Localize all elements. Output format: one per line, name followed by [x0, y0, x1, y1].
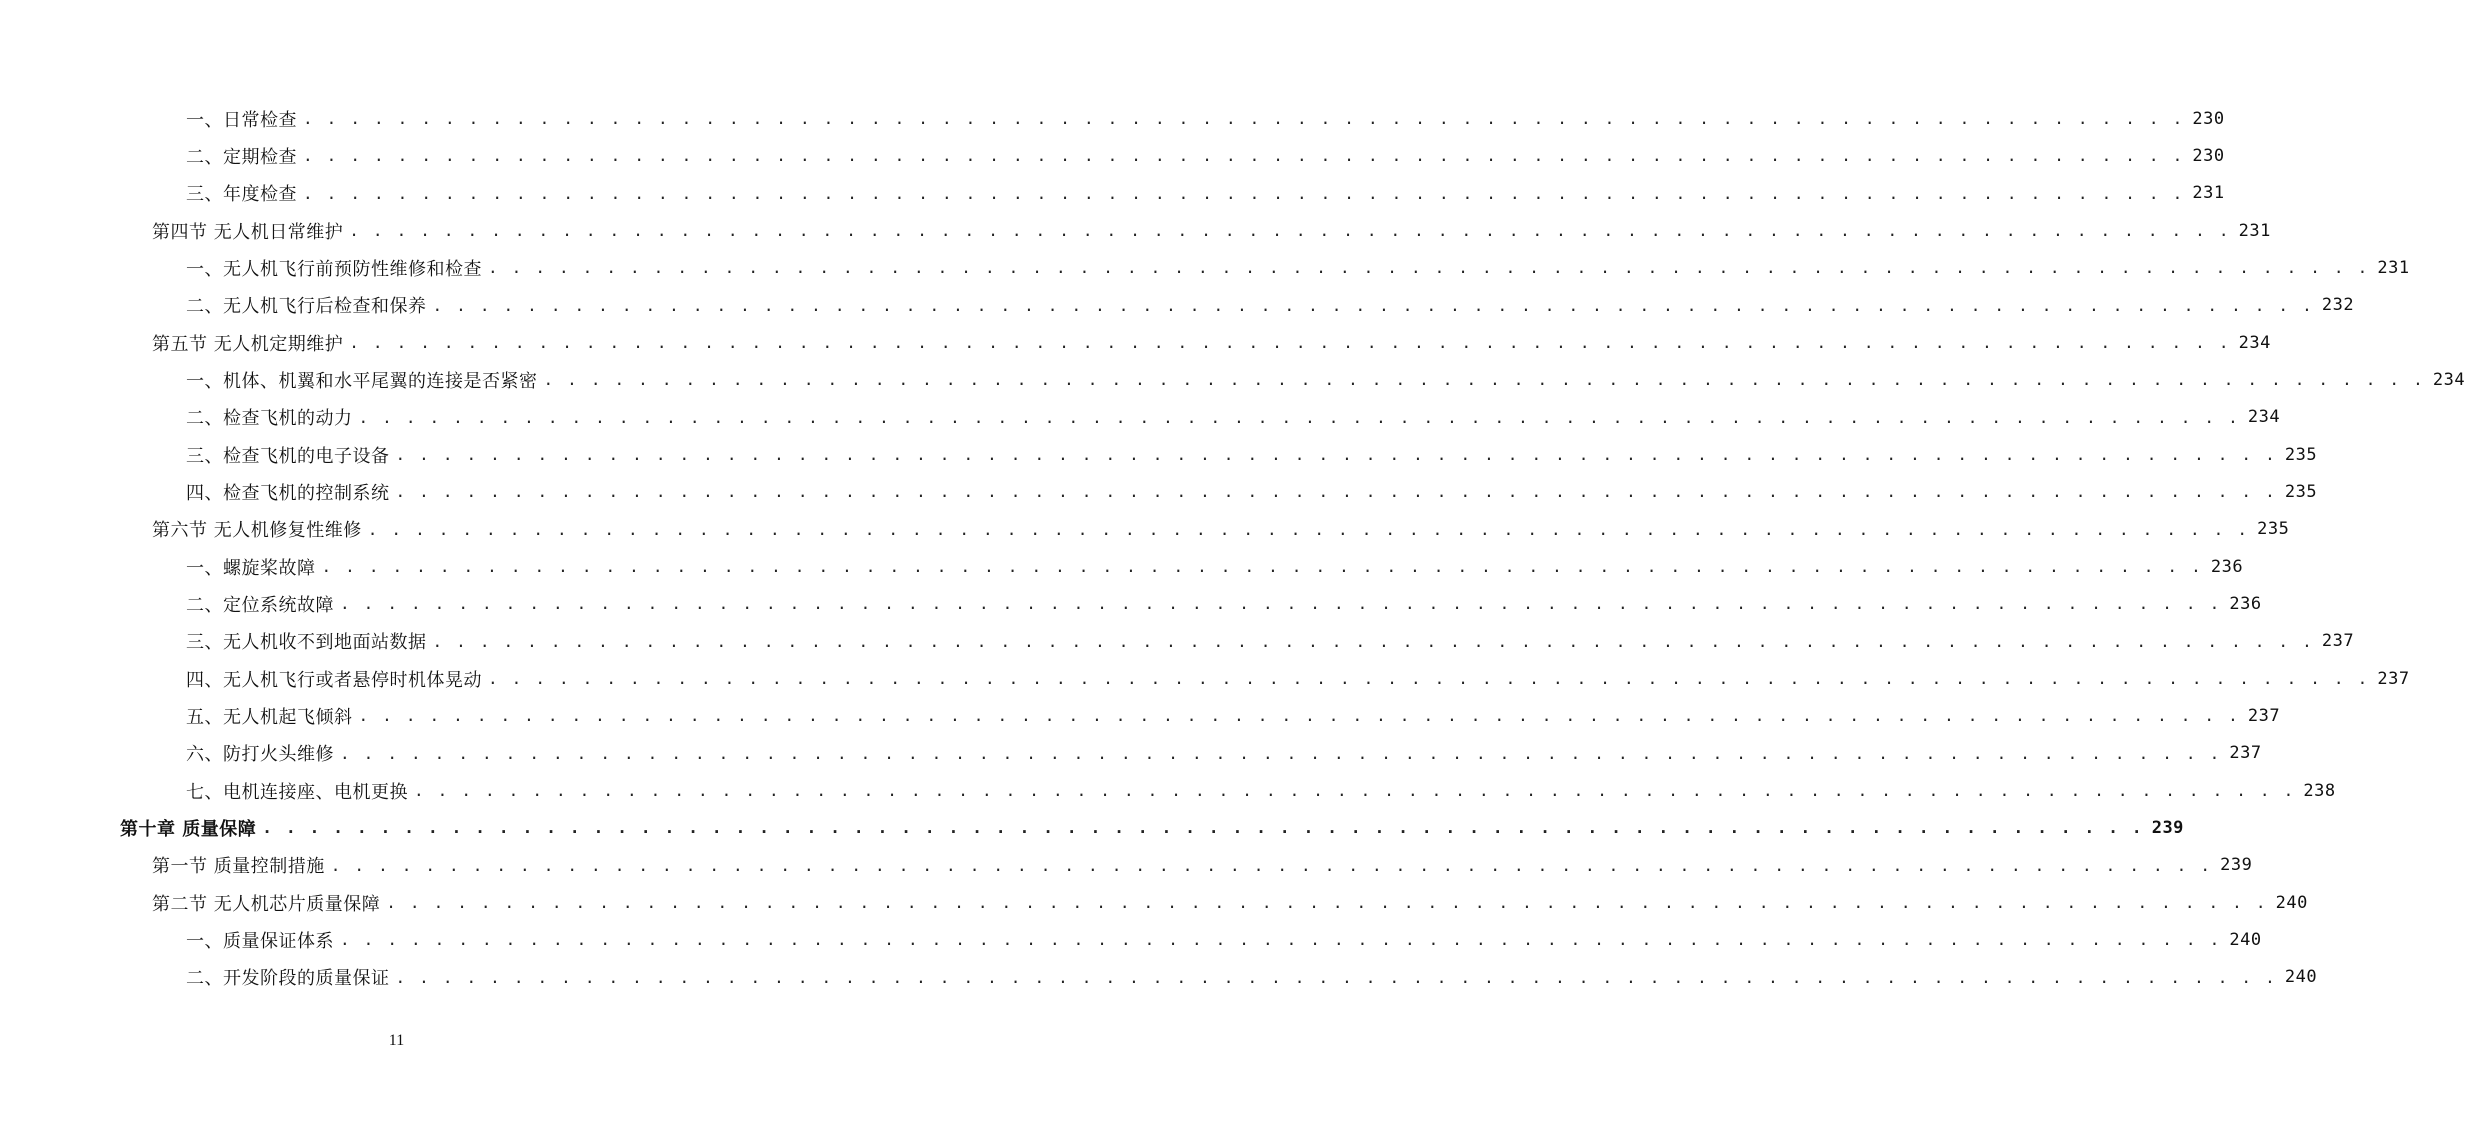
dot-leader: . . . . . . . . . . . . . . . . . . . . . . . . . . . . . . . . . . . . . . . . . . . . . . . . . . . . . . . . . . . . . . . . . . . . . . . . . . . . . . . . — [303, 109, 2185, 129]
toc-entry-item[interactable] — [0, 921, 2262, 958]
toc-entry-page: 235 — [2284, 481, 2318, 502]
toc-entry-item[interactable] — [0, 287, 2355, 324]
dot-leader: . . . . . . . . . . . . . . . . . . . . . . . . . . . . . . . . . . . . . . . . . . . . . . . . . . . . . . . . . . . . . . . . . . . . . . . . . . . . . . . . — [330, 855, 2213, 875]
toc-entry-section[interactable] — [0, 884, 2308, 921]
dot-leader: . . . . . . . . . . . . . . . . . . . . . . . . . . . . . . . . . . . . . . . . . . . . . . . . . . . . . . . . . . . . . . . . . . . . . . . . . . . . . . . . — [432, 295, 2314, 315]
toc-entry-section[interactable] — [0, 212, 2271, 249]
toc-entry-item[interactable] — [0, 137, 2225, 174]
table-of-contents — [0, 100, 2465, 996]
toc-entry-title: 第二节 无人机芯片质量保障 — [152, 893, 381, 915]
toc-entry-item[interactable] — [0, 399, 2281, 436]
toc-entry-page: 234 — [2238, 332, 2271, 353]
toc-entry-page: 231 — [2377, 257, 2410, 278]
page-number: 11 — [388, 1032, 405, 1049]
toc-entry-item[interactable] — [0, 772, 2336, 809]
toc-entry-page: 237 — [2247, 705, 2281, 726]
toc-entry-page: 237 — [2229, 743, 2262, 764]
dot-leader: . . . . . . . . . . . . . . . . . . . . . . . . . . . . . . . . . . . . . . . . . . . . . . . . . . . . . . . . . . . . . . . . . . . . . . . . . . . . . . . . — [321, 557, 2203, 577]
toc-entry-title: 五、无人机起飞倾斜 — [186, 706, 353, 728]
toc-entry-page: 236 — [2210, 556, 2244, 577]
toc-entry-section[interactable] — [0, 324, 2271, 361]
toc-entry-title: 七、电机连接座、电机更换 — [186, 781, 408, 803]
toc-entry-title: 四、检查飞机的控制系统 — [186, 482, 390, 504]
toc-entry-item[interactable] — [0, 361, 2465, 398]
toc-entry-title: 一、螺旋桨故障 — [186, 557, 316, 579]
toc-entry-item[interactable] — [0, 735, 2262, 772]
dot-leader: . . . . . . . . . . . . . . . . . . . . . . . . . . . . . . . . . . . . . . . . . . . . . . . . . . . . . . . . . . . . . . . . . . . . . . . . . . . . . . . . — [303, 146, 2185, 166]
toc-entry-title: 一、质量保证体系 — [186, 930, 334, 952]
toc-entry-page: 238 — [2303, 780, 2336, 801]
toc-entry-page: 240 — [2284, 967, 2318, 988]
toc-entry-section[interactable] — [0, 847, 2253, 884]
dot-leader: . . . . . . . . . . . . . . . . . . . . . . . . . . . . . . . . . . . . . . . . . . . . . . . . . . . . . . . . . . . . . . . . . . . . . . . . . . . . . . . . — [395, 445, 2277, 465]
toc-entry-item[interactable] — [0, 548, 2244, 585]
dot-leader: . . . . . . . . . . . . . . . . . . . . . . . . . . . . . . . . . . . . . . . . . . . . . . . . . . . . . . . . . . . . . . . . . . . . . . . . . . . . . . . . — [386, 893, 2268, 913]
dot-leader: . . . . . . . . . . . . . . . . . . . . . . . . . . . . . . . . . . . . . . . . . . . . . . . . . . . . . . . . . . . . . . . . . . . . . . . . . . . . . . . . — [543, 370, 2425, 390]
toc-entry-chapter[interactable] — [0, 809, 2184, 846]
toc-entry-title: 六、防打火头维修 — [186, 744, 334, 766]
toc-entry-page: 240 — [2229, 929, 2262, 950]
toc-entry-page: 231 — [2192, 183, 2225, 204]
toc-entry-title: 一、机体、机翼和水平尾翼的连接是否紧密 — [186, 370, 538, 392]
toc-entry-title: 二、检查飞机的动力 — [186, 408, 353, 430]
toc-entry-title: 二、开发阶段的质量保证 — [186, 968, 390, 990]
dot-leader: . . . . . . . . . . . . . . . . . . . . . . . . . . . . . . . . . . . . . . . . . . . . . . . . . . . . . . . . . . . . . . . . . . . . . . . . . . . . . . . . — [349, 333, 2231, 353]
toc-entry-page: 231 — [2238, 220, 2271, 241]
toc-entry-page: 235 — [2284, 444, 2318, 465]
toc-entry-section[interactable] — [0, 511, 2290, 548]
toc-entry-item[interactable] — [0, 697, 2281, 734]
toc-entry-page: 239 — [2220, 855, 2253, 876]
toc-entry-title: 一、无人机飞行前预防性维修和检查 — [186, 258, 482, 280]
dot-leader: . . . . . . . . . . . . . . . . . . . . . . . . . . . . . . . . . . . . . . . . . . . . . . . . . . . . . . . . . . . . . . . . . . . . . . . . . . . . . . . . — [358, 706, 2240, 726]
toc-entry-item[interactable] — [0, 249, 2410, 286]
toc-entry-page: 239 — [2151, 817, 2184, 838]
dot-leader: . . . . . . . . . . . . . . . . . . . . . . . . . . . . . . . . . . . . . . . . . . . . . . . . . . . . . . . . . . . . . . . . . . . . . . . . . . . . . . . . — [488, 669, 2370, 689]
toc-entry-item[interactable] — [0, 175, 2225, 212]
toc-entry-item[interactable] — [0, 623, 2355, 660]
toc-entry-title: 第一节 质量控制措施 — [152, 856, 325, 878]
toc-entry-title: 第五节 无人机定期维护 — [152, 333, 344, 355]
toc-entry-item[interactable] — [0, 959, 2318, 996]
toc-entry-page: 235 — [2257, 519, 2290, 540]
dot-leader: . . . . . . . . . . . . . . . . . . . . . . . . . . . . . . . . . . . . . . . . . . . . . . . . . . . . . . . . . . . . . . . . . . . . . . . . . . . . . . . . — [367, 519, 2250, 539]
dot-leader: . . . . . . . . . . . . . . . . . . . . . . . . . . . . . . . . . . . . . . . . . . . . . . . . . . . . . . . . . . . . . . . . . . . . . . . . . . . . . . . . — [358, 407, 2240, 427]
toc-entry-title: 一、日常检查 — [186, 109, 297, 131]
dot-leader: . . . . . . . . . . . . . . . . . . . . . . . . . . . . . . . . . . . . . . . . . . . . . . . . . . . . . . . . . . . . . . . . . . . . . . . . . . . . . . . . — [340, 930, 2222, 950]
toc-entry-title: 三、年度检查 — [186, 184, 297, 206]
dot-leader: . . . . . . . . . . . . . . . . . . . . . . . . . . . . . . . . . . . . . . . . . . . . . . . . . . . . . . . . . . . . . . . . . . . . . . . . . . . . . . . . — [262, 818, 2144, 838]
toc-entry-title: 三、无人机收不到地面站数据 — [186, 632, 427, 654]
toc-entry-item[interactable] — [0, 436, 2318, 473]
dot-leader: . . . . . . . . . . . . . . . . . . . . . . . . . . . . . . . . . . . . . . . . . . . . . . . . . . . . . . . . . . . . . . . . . . . . . . . . . . . . . . . . — [340, 743, 2222, 763]
dot-leader: . . . . . . . . . . . . . . . . . . . . . . . . . . . . . . . . . . . . . . . . . . . . . . . . . . . . . . . . . . . . . . . . . . . . . . . . . . . . . . . . — [395, 967, 2277, 987]
toc-entry-page: 237 — [2321, 631, 2355, 652]
toc-entry-page: 230 — [2192, 108, 2225, 129]
toc-entry-title: 二、定位系统故障 — [186, 594, 334, 616]
toc-entry-title: 二、无人机飞行后检查和保养 — [186, 296, 427, 318]
dot-leader: . . . . . . . . . . . . . . . . . . . . . . . . . . . . . . . . . . . . . . . . . . . . . . . . . . . . . . . . . . . . . . . . . . . . . . . . . . . . . . . . — [395, 482, 2277, 502]
toc-entry-page: 230 — [2192, 145, 2225, 166]
dot-leader: . . . . . . . . . . . . . . . . . . . . . . . . . . . . . . . . . . . . . . . . . . . . . . . . . . . . . . . . . . . . . . . . . . . . . . . . . . . . . . . . — [488, 258, 2370, 278]
toc-entry-item[interactable] — [0, 473, 2318, 510]
toc-entry-title: 第四节 无人机日常维护 — [152, 221, 344, 243]
dot-leader: . . . . . . . . . . . . . . . . . . . . . . . . . . . . . . . . . . . . . . . . . . . . . . . . . . . . . . . . . . . . . . . . . . . . . . . . . . . . . . . . — [340, 594, 2222, 614]
toc-entry-page: 236 — [2229, 593, 2262, 614]
toc-entry-title: 第十章 质量保障 — [120, 818, 257, 840]
toc-entry-page: 234 — [2432, 369, 2465, 390]
toc-entry-item[interactable] — [0, 100, 2225, 137]
dot-leader: . . . . . . . . . . . . . . . . . . . . . . . . . . . . . . . . . . . . . . . . . . . . . . . . . . . . . . . . . . . . . . . . . . . . . . . . . . . . . . . . — [349, 221, 2231, 241]
toc-entry-title: 三、检查飞机的电子设备 — [186, 445, 390, 467]
toc-entry-item[interactable] — [0, 660, 2410, 697]
toc-entry-page: 232 — [2321, 295, 2355, 316]
toc-entry-page: 237 — [2377, 668, 2410, 689]
toc-entry-page: 240 — [2275, 892, 2308, 913]
dot-leader: . . . . . . . . . . . . . . . . . . . . . . . . . . . . . . . . . . . . . . . . . . . . . . . . . . . . . . . . . . . . . . . . . . . . . . . . . . . . . . . . — [414, 781, 2296, 801]
toc-entry-title: 第六节 无人机修复性维修 — [152, 520, 362, 542]
toc-entry-title: 二、定期检查 — [186, 146, 297, 168]
toc-entry-item[interactable] — [0, 585, 2262, 622]
dot-leader: . . . . . . . . . . . . . . . . . . . . . . . . . . . . . . . . . . . . . . . . . . . . . . . . . . . . . . . . . . . . . . . . . . . . . . . . . . . . . . . . — [303, 183, 2185, 203]
toc-entry-page: 234 — [2247, 407, 2281, 428]
toc-entry-title: 四、无人机飞行或者悬停时机体晃动 — [186, 669, 482, 691]
dot-leader: . . . . . . . . . . . . . . . . . . . . . . . . . . . . . . . . . . . . . . . . . . . . . . . . . . . . . . . . . . . . . . . . . . . . . . . . . . . . . . . . — [432, 631, 2314, 651]
